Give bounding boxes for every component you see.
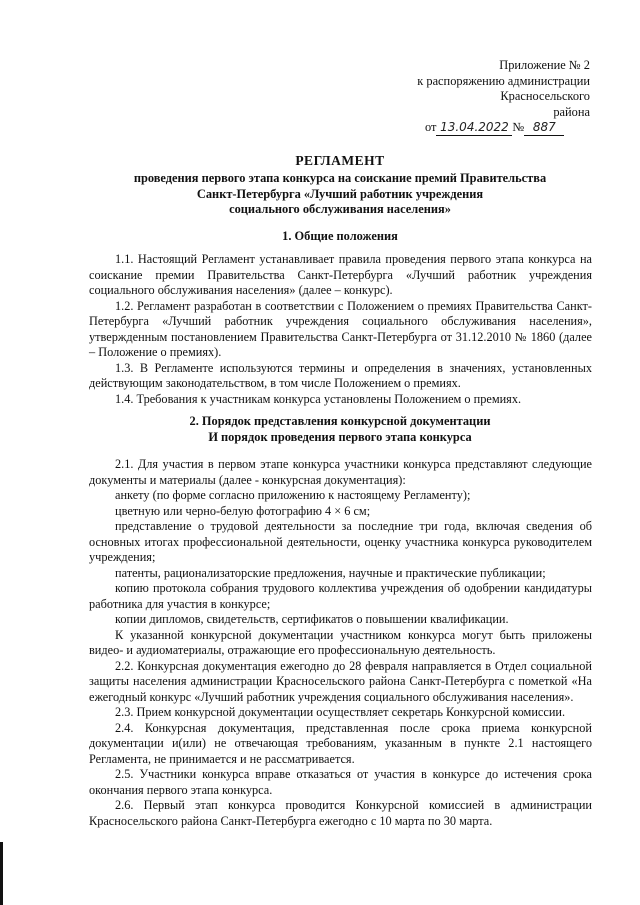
section-1-body: [89, 252, 592, 407]
paragraph-2-4: 2.4. Конкурсная документация, представленная после срока приема конкурсной документации и(или) не отвечающая требованиям, указанным в пункте 2.1 настоящего Регламента, не принимается и не рассматривается.: [89, 720, 592, 766]
paragraph-1-3: 1.3. В Регламенте используются термины и определения в значениях, установленных действующим законодательством, в том числе Положением о премиях.: [89, 360, 592, 390]
subtitle-line-2: Санкт-Петербурга «Лучший работник учреждения: [196, 186, 484, 201]
subtitle-line-3: социального обслуживания населения»: [229, 202, 451, 216]
section-2-body: [89, 457, 592, 829]
number-prefix: №: [512, 120, 525, 134]
handwritten-number: 887: [532, 120, 556, 134]
document-title: РЕГЛАМЕНТ: [295, 153, 385, 168]
list-item-protocol-copy: копию протокола собрания трудового коллектива учреждения об одобрении кандидатуры работника для участия в конкурсе;: [89, 581, 592, 611]
appendix-block: [390, 58, 590, 120]
paragraph-2-1: 2.1. Для участия в первом этапе конкурса участники конкурса представляют следующие документы и материалы (далее - конкурсная документация):: [89, 457, 592, 487]
date-prefix: от: [425, 120, 437, 134]
scan-edge-mark: [0, 842, 3, 905]
list-item-questionnaire: анкету (по форме согласно приложению к настоящему Регламенту);: [115, 488, 471, 502]
list-item-diplomas: копии дипломов, свидетельств, сертификатов о повышении квалификации.: [115, 612, 509, 626]
paragraph-2-2: 2.2. Конкурсная документация ежегодно до 28 февраля направляется в Отдел социальной защиты населения администрации Красносельского района Санкт-Петербурга с пометкой «На ежегодный конкурс «Лучший работник учреждения социального обслуживания населения».: [89, 658, 592, 704]
paragraph-1-2: 1.2. Регламент разработан в соответствии с Положением о премиях Правительства Санкт-Петербурга «Лучший работник учреждения социального обслуживания населения», утвержденным постановлением Правительства Санкт-Петербурга от 31.12.2010 № 1860 (далее – Положение о премиях).: [89, 298, 592, 359]
appendix-line-2: к распоряжению администрации: [417, 73, 590, 88]
paragraph-2-5: 2.5. Участники конкурса вправе отказаться от участия в конкурсе до истечения срока окончания первого этапа конкурса.: [89, 767, 592, 797]
section-2-heading: [90, 413, 590, 445]
section-2-heading-line-1: 2. Порядок представления конкурсной документации: [189, 414, 491, 428]
appendix-line-4: района: [553, 104, 590, 119]
handwritten-date: 13.04.2022: [440, 120, 509, 134]
paragraph-1-1: 1.1. Настоящий Регламент устанавливает правила проведения первого этапа конкурса на соискание премии Правительства Санкт-Петербурга «Лучший работник учреждения социального обслуживания населения» (далее – конкурс).: [89, 252, 592, 297]
list-item-photo: цветную или черно-белую фотографию 4 × 6 см;: [115, 503, 371, 518]
subtitle-line-1: проведения первого этапа конкурса на соискание премий Правительства: [133, 171, 547, 185]
section-1-heading: 1. Общие положения: [282, 229, 398, 243]
appendix-line-3: Красносельского: [500, 89, 590, 104]
paragraph-media-attachments: К указанной конкурсной документации участником конкурса могут быть приложены видео- и аудиоматериалы, отражающие его профессиональную деятельность.: [89, 627, 592, 657]
appendix-line-1: Приложение № 2: [499, 58, 590, 72]
document-subtitle: [90, 171, 590, 218]
list-item-patents: патенты, рационализаторские предложения, научные и практические публикации;: [115, 565, 546, 580]
section-2-heading-line-2: И порядок проведения первого этапа конкурса: [208, 430, 472, 444]
date-number-line: [425, 120, 595, 136]
paragraph-2-6: 2.6. Первый этап конкурса проводится Конкурсной комиссией в администрации Красносельского района Санкт-Петербурга ежегодно с 10 марта по 30 марта.: [89, 798, 592, 828]
paragraph-1-4: 1.4. Требования к участникам конкурса установлены Положением о премиях.: [115, 391, 522, 406]
list-item-work-report: представление о трудовой деятельности за последние три года, включая сведения об основных итогах профессиональной деятельности, оценку участника конкурса руководителем учреждения;: [89, 519, 592, 564]
paragraph-2-3: 2.3. Прием конкурсной документации осуществляет секретарь Конкурсной комиссии.: [115, 705, 566, 719]
